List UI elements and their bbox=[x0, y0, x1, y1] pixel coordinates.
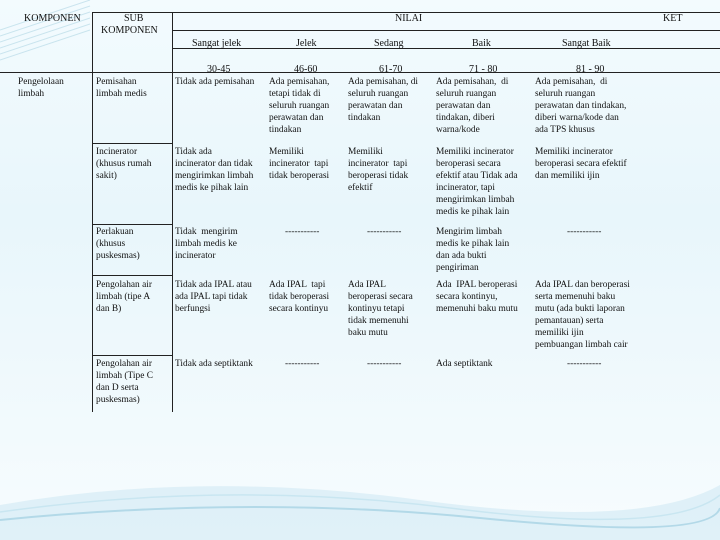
cell-line: ----------- bbox=[285, 227, 320, 237]
cell-line: seluruh ruangan bbox=[269, 101, 330, 111]
sub-komponen-line: limbah (Tipe C bbox=[96, 371, 153, 381]
cell-line: mengirimkan limbah bbox=[436, 195, 515, 205]
range-sangat-baik: 81 - 90 bbox=[576, 64, 605, 75]
range-jelek: 46-60 bbox=[294, 64, 318, 75]
cell-line: seluruh ruangan bbox=[436, 89, 497, 99]
cell-line: beroperasi secara bbox=[436, 159, 501, 169]
cell-line: perawatan dan bbox=[269, 113, 324, 123]
cell-line: limbah medis ke bbox=[175, 239, 237, 249]
level-sangat-baik: Sangat Baik bbox=[562, 38, 611, 49]
cell-line: beroperasi secara efektif bbox=[535, 159, 627, 169]
cell-line: memiliki ijin bbox=[535, 328, 584, 338]
cell-line: ----------- bbox=[367, 359, 402, 369]
header-nilai: NILAI bbox=[395, 13, 423, 24]
cell-line: Ada pemisahan, bbox=[269, 77, 330, 87]
sub-komponen-line: Perlakuan bbox=[96, 227, 134, 237]
komponen-line: Pengelolaan bbox=[18, 77, 64, 87]
cell-line: medis ke pihak lain bbox=[175, 183, 249, 193]
cell-line: ada TPS khusus bbox=[535, 125, 595, 135]
cell-line: Ada IPAL tapi bbox=[269, 280, 326, 290]
cell-line: pembuangan limbah cair bbox=[535, 340, 628, 350]
sub-komponen-line: puskesmas) bbox=[96, 395, 140, 405]
cell-line: Ada pemisahan, di bbox=[348, 77, 419, 87]
range-sangat-jelek: 30-45 bbox=[207, 64, 231, 75]
sub-komponen-line: Pemisahan bbox=[96, 77, 137, 87]
cell-line: tidak beroperasi bbox=[269, 171, 330, 181]
level-sedang: Sedang bbox=[374, 38, 404, 49]
cell-line: tidak memenuhi bbox=[348, 316, 409, 326]
cell-line: incinerator tapi bbox=[269, 159, 329, 169]
cell-line: efektif bbox=[348, 183, 373, 193]
cell-line: warna/kode bbox=[436, 125, 480, 135]
cell-line: secara kontinyu, bbox=[436, 292, 498, 302]
cell-line: incinerator bbox=[175, 251, 216, 261]
cell-line: ----------- bbox=[367, 227, 402, 237]
cell-line: tetapi tidak di bbox=[269, 89, 321, 99]
cell-line: Memiliki bbox=[269, 147, 304, 157]
cell-line: dan ada bukti bbox=[436, 251, 487, 261]
sub-komponen-line: Pengolahan air bbox=[96, 280, 152, 290]
cell-line: ----------- bbox=[285, 359, 320, 369]
cell-line: ----------- bbox=[567, 359, 602, 369]
cell-line: Memiliki incinerator bbox=[436, 147, 514, 157]
sub-komponen-line: dan B) bbox=[96, 304, 122, 314]
cell-line: perawatan dan bbox=[436, 101, 491, 111]
header-ket: KET bbox=[663, 13, 683, 24]
cell-line: Tidak mengirim bbox=[175, 227, 238, 237]
cell-line: efektif atau Tidak ada bbox=[436, 171, 518, 181]
sub-komponen-line: (khusus bbox=[96, 239, 126, 249]
sub-komponen-line: Pengolahan air bbox=[96, 359, 152, 369]
sub-komponen-line: puskesmas) bbox=[96, 251, 140, 261]
cell-line: Tidak ada pemisahan bbox=[175, 77, 255, 87]
cell-line: perawatan dan bbox=[348, 101, 403, 111]
cell-line: incinerator dan tidak bbox=[175, 159, 253, 169]
cell-line: Tidak ada IPAL atau bbox=[175, 280, 252, 290]
level-sangat-jelek: Sangat jelek bbox=[192, 38, 242, 49]
sub-komponen-line: limbah (tipe A bbox=[96, 292, 151, 302]
cell-line: ----------- bbox=[567, 227, 602, 237]
range-sedang: 61-70 bbox=[379, 64, 403, 75]
cell-line: berfungsi bbox=[175, 304, 211, 314]
cell-line: medis ke pihak lain bbox=[436, 207, 510, 217]
cell-line: Ada IPAL beroperasi bbox=[436, 280, 518, 290]
sub-komponen-line: Incinerator bbox=[96, 147, 138, 157]
cell-line: beroperasi secara bbox=[348, 292, 413, 302]
level-baik: Baik bbox=[472, 38, 491, 49]
cell-line: tindakan, diberi bbox=[436, 113, 495, 123]
komponen-line: limbah bbox=[18, 89, 45, 99]
cell-line: mengirimkan limbah bbox=[175, 171, 254, 181]
cell-line: Ada septiktank bbox=[436, 359, 493, 369]
cell-line: seluruh ruangan bbox=[348, 89, 409, 99]
sub-komponen-line: dan D serta bbox=[96, 383, 139, 393]
cell-line: tindakan bbox=[348, 113, 381, 123]
cell-line: memenuhi baku mutu bbox=[436, 304, 518, 314]
sub-komponen-line: (khusus rumah bbox=[96, 159, 152, 169]
range-baik: 71 - 80 bbox=[469, 64, 498, 75]
cell-line: Memiliki bbox=[348, 147, 383, 157]
cell-line: baku mutu bbox=[348, 328, 388, 338]
cell-line: secara kontinyu bbox=[269, 304, 329, 314]
cell-line: Memiliki incinerator bbox=[535, 147, 613, 157]
cell-line: diberi warna/kode dan bbox=[535, 113, 619, 123]
header-sub-komponen-line1: SUB bbox=[124, 13, 144, 24]
cell-line: Ada IPAL dan beroperasi bbox=[535, 280, 630, 290]
cell-line: Ada IPAL bbox=[348, 280, 386, 290]
cell-line: Mengirim limbah bbox=[436, 227, 502, 237]
cell-line: tindakan bbox=[269, 125, 302, 135]
sub-komponen-line: sakit) bbox=[96, 171, 117, 181]
cell-line: Tidak ada septiktank bbox=[175, 359, 253, 369]
cell-line: Ada pemisahan, di bbox=[436, 77, 509, 87]
cell-line: Ada pemisahan, di bbox=[535, 77, 608, 87]
cell-line: pemantauan) serta bbox=[535, 316, 604, 326]
cell-line: medis ke pihak lain bbox=[436, 239, 510, 249]
cell-line: kontinyu tetapi bbox=[348, 304, 405, 314]
cell-line: incinerator, tapi bbox=[436, 183, 495, 193]
header-sub-komponen-line2: KOMPONEN bbox=[101, 25, 158, 36]
cell-line: serta memenuhi baku bbox=[535, 292, 616, 302]
cell-line: beroperasi tidak bbox=[348, 171, 409, 181]
cell-line: incinerator tapi bbox=[348, 159, 408, 169]
cell-line: Tidak ada bbox=[175, 147, 212, 157]
level-jelek: Jelek bbox=[296, 38, 317, 49]
cell-line: seluruh ruangan bbox=[535, 89, 596, 99]
cell-line: tidak beroperasi bbox=[269, 292, 330, 302]
header-komponen: KOMPONEN bbox=[24, 13, 81, 24]
cell-line: mutu (ada bukti laporan bbox=[535, 304, 625, 314]
cell-line: ada IPAL tapi tidak bbox=[175, 292, 248, 302]
cell-line: perawatan dan tindakan, bbox=[535, 101, 627, 111]
cell-line: pengiriman bbox=[436, 263, 479, 273]
cell-line: dan memiliki ijin bbox=[535, 171, 600, 181]
sub-komponen-line: limbah medis bbox=[96, 89, 147, 99]
